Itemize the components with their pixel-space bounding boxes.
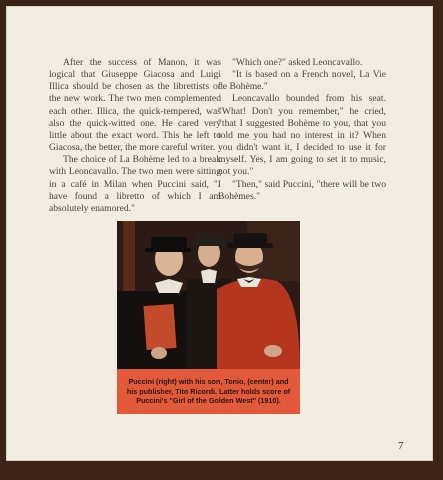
right-paragraph-4: "Then," said Puccini, "there will be two Bohèmes." bbox=[218, 178, 386, 202]
photo-caption-box bbox=[117, 369, 300, 414]
photo-illustration bbox=[117, 221, 300, 369]
photo-caption: Puccini (right) with his son, Tonio, (center) and his publisher, Tito Ricordi. Latter holds score of Puccini's "Girl of the Golden West" (1910). bbox=[126, 377, 291, 406]
left-paragraph-1: After the success of Manon, it was logical that Giuseppe Giacosa and Luigi Illica should be chosen as the librettists of the new work. The two men complemented each other. Illica, the quick-tempered, was also the quick-witted one. He cared very little about the exact word. This he left to Giacosa, the better, the more careful writer. bbox=[49, 57, 221, 154]
right-column bbox=[218, 57, 386, 203]
page-number: 7 bbox=[398, 440, 404, 452]
left-column bbox=[49, 57, 221, 215]
right-paragraph-3: Leoncavallo bounded from his seat. "What! Don't you remember," he cried, "that I suggested Bohème to you, that you told me you had no interest in it? When you didn't want it, I decided to use it for myself. Yes, I am going to set it to music, not you." bbox=[218, 93, 386, 178]
historical-photo bbox=[117, 221, 300, 369]
book-page bbox=[6, 6, 433, 461]
right-paragraph-1: "Which one?" asked Leoncavallo. bbox=[232, 57, 363, 68]
left-paragraph-2: The choice of La Bohème led to a break with Leoncavallo. The two men were sitting in a café in Milan when Puccini said, "I have found a libretto of which I am absolutely enamored." bbox=[49, 154, 221, 214]
right-paragraph-2: "It is based on a French novel, La Vie de Bohème." bbox=[218, 69, 386, 93]
